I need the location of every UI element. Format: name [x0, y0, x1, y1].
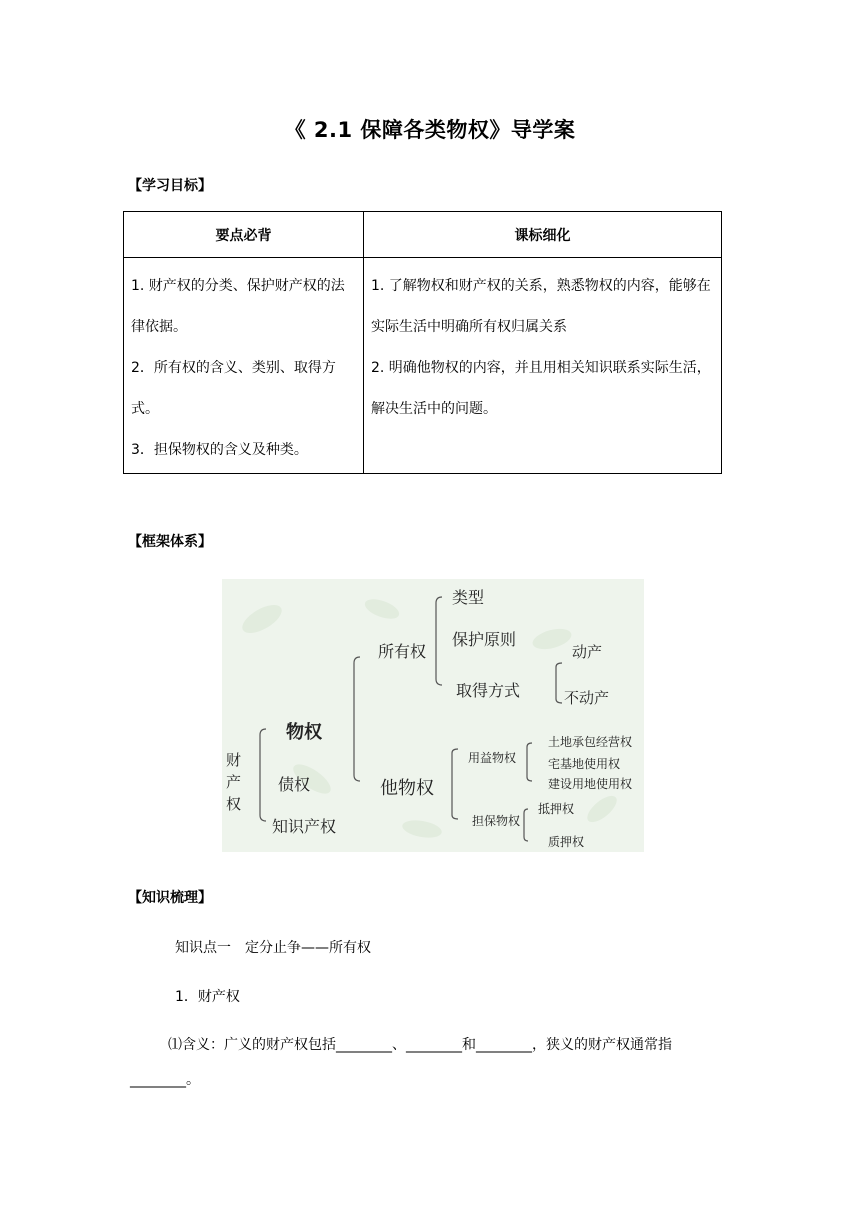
bracket-yongyi — [527, 743, 532, 781]
goals-right-cell — [364, 258, 722, 474]
framework-diagram — [222, 579, 644, 852]
node-suoyou: 所有权 — [378, 642, 427, 661]
page-title: 《 2.1 保障各类物权》导学案 — [284, 118, 576, 142]
node-jianshe: 建设用地使用权 — [548, 777, 633, 791]
goal-left-3: 3．担保物权的含义及种类。 — [131, 442, 308, 458]
node-zhishi: 知识产权 — [272, 817, 337, 836]
node-danbao: 担保物权 — [472, 814, 521, 828]
section-knowledge-heading: 【知识梳理】 — [128, 890, 212, 906]
node-diya: 抵押权 — [538, 802, 575, 816]
node-yongyi: 用益物权 — [468, 751, 517, 765]
knowledge-item-1: 1．财产权 — [175, 989, 240, 1005]
section-framework-heading: 【框架体系】 — [128, 534, 212, 550]
knowledge-definition-line-2: ________。 — [130, 1072, 200, 1088]
bracket-tawu — [452, 749, 458, 819]
goals-header-key-points: 要点必背 — [124, 212, 364, 258]
node-budongchan: 不动产 — [564, 689, 610, 707]
bracket-qude — [556, 663, 562, 703]
node-wuquan: 物权 — [286, 722, 322, 743]
node-root-3: 权 — [226, 795, 242, 813]
bracket-root — [260, 729, 266, 821]
section-goals-heading: 【学习目标】 — [128, 178, 212, 194]
goals-left-cell — [124, 258, 364, 474]
node-baohu: 保护原则 — [452, 630, 517, 649]
node-zhaiji: 宅基地使用权 — [548, 757, 621, 771]
bracket-wuquan — [354, 657, 360, 781]
goal-left-1: 1. 财产权的分类、保护财产权的法律依据。 — [131, 278, 345, 335]
node-zhiya: 质押权 — [548, 835, 585, 849]
node-tawu: 他物权 — [380, 778, 434, 799]
bracket-danbao — [524, 809, 528, 841]
node-root-2: 产 — [226, 773, 242, 791]
node-root-1: 财 — [226, 751, 242, 769]
node-dongchan: 动产 — [572, 643, 603, 661]
bracket-suoyou — [436, 597, 442, 685]
knowledge-definition-line-1: ⑴含义：广义的财产权包括________、________和________，狭义的财产权通常指 — [168, 1037, 672, 1053]
node-zhaiquan: 债权 — [278, 775, 311, 794]
goals-header-curriculum: 课标细化 — [364, 212, 722, 258]
node-tudi: 土地承包经营权 — [548, 735, 633, 749]
node-qude: 取得方式 — [456, 681, 521, 700]
goal-right-1: 1. 了解物权和财产权的关系，熟悉物权的内容，能够在实际生活中明确所有权归属关系 — [371, 278, 711, 335]
knowledge-point-title: 知识点一 定分止争——所有权 — [175, 940, 371, 956]
goal-left-2: 2．所有权的含义、类别、取得方式。 — [131, 360, 336, 417]
goal-right-2: 2. 明确他物权的内容，并且用相关知识联系实际生活，解决生活中的问题。 — [371, 360, 711, 417]
goals-table — [123, 211, 722, 474]
node-leixing: 类型 — [452, 588, 485, 607]
